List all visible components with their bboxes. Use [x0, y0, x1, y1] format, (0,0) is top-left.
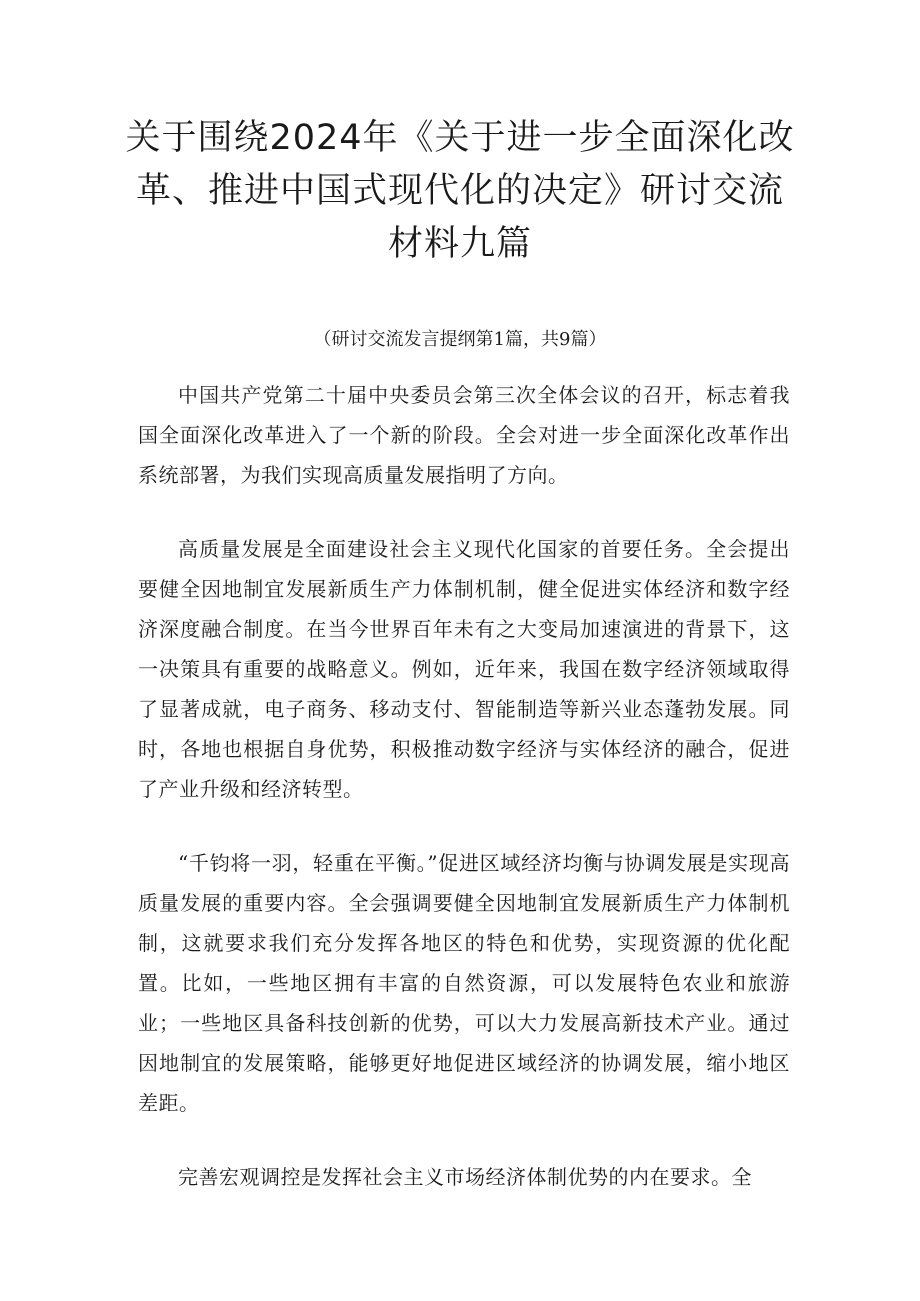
body-paragraph: 中国共产党第二十届中央委员会第三次全体会议的召开，标志着我国全面深化改革进入了一个新的阶段。全会对进一步全面深化改革作出系统部署，为我们实现高质量发展指明了方向。 — [138, 383, 790, 487]
title-line: 材料九篇 — [387, 224, 532, 264]
title-line: 革、推进中国式现代化的决定》研讨交流 — [135, 171, 784, 211]
document-subtitle: （研讨交流发言提纲第1篇，共9篇） — [313, 329, 607, 350]
body-paragraph: 高质量发展是全面建设社会主义现代化国家的首要任务。全会提出要健全因地制宜发展新质生产力体制机制，健全促进实体经济和数字经济深度融合制度。在当今世界百年未有之大变局加速演进的背景下，这一决策具有重要的战略意义。例如，近年来，我国在数字经济领域取得了显著成就，电子商务、移动支付、智能制造等新兴业态蓬勃发展。同时，各地也根据自身优势，积极推动数字经济与实体经济的融合，促进了产业升级和经济转型。 — [138, 537, 790, 801]
title-line: 关于围绕2024年《关于进一步全面深化改 — [125, 118, 795, 158]
body-paragraph: “千钧将一羽，轻重在平衡。”促进区域经济均衡与协调发展是实现高质量发展的重要内容。全会强调要健全因地制宜发展新质生产力体制机制，这就要求我们充分发挥各地区的特色和优势，实现资源的优化配置。比如，一些地区拥有丰富的自然资源，可以发展特色农业和旅游业；一些地区具备科技创新的优势，可以大力发展高新技术产业。通过因地制宜的发展策略，能够更好地促进区域经济的协调发展，缩小地区差距。 — [138, 851, 790, 1115]
document-body — [138, 375, 790, 1231]
document-title — [120, 112, 800, 271]
body-paragraph: 完善宏观调控是发挥社会主义市场经济体制优势的内在要求。全 — [178, 1165, 752, 1189]
